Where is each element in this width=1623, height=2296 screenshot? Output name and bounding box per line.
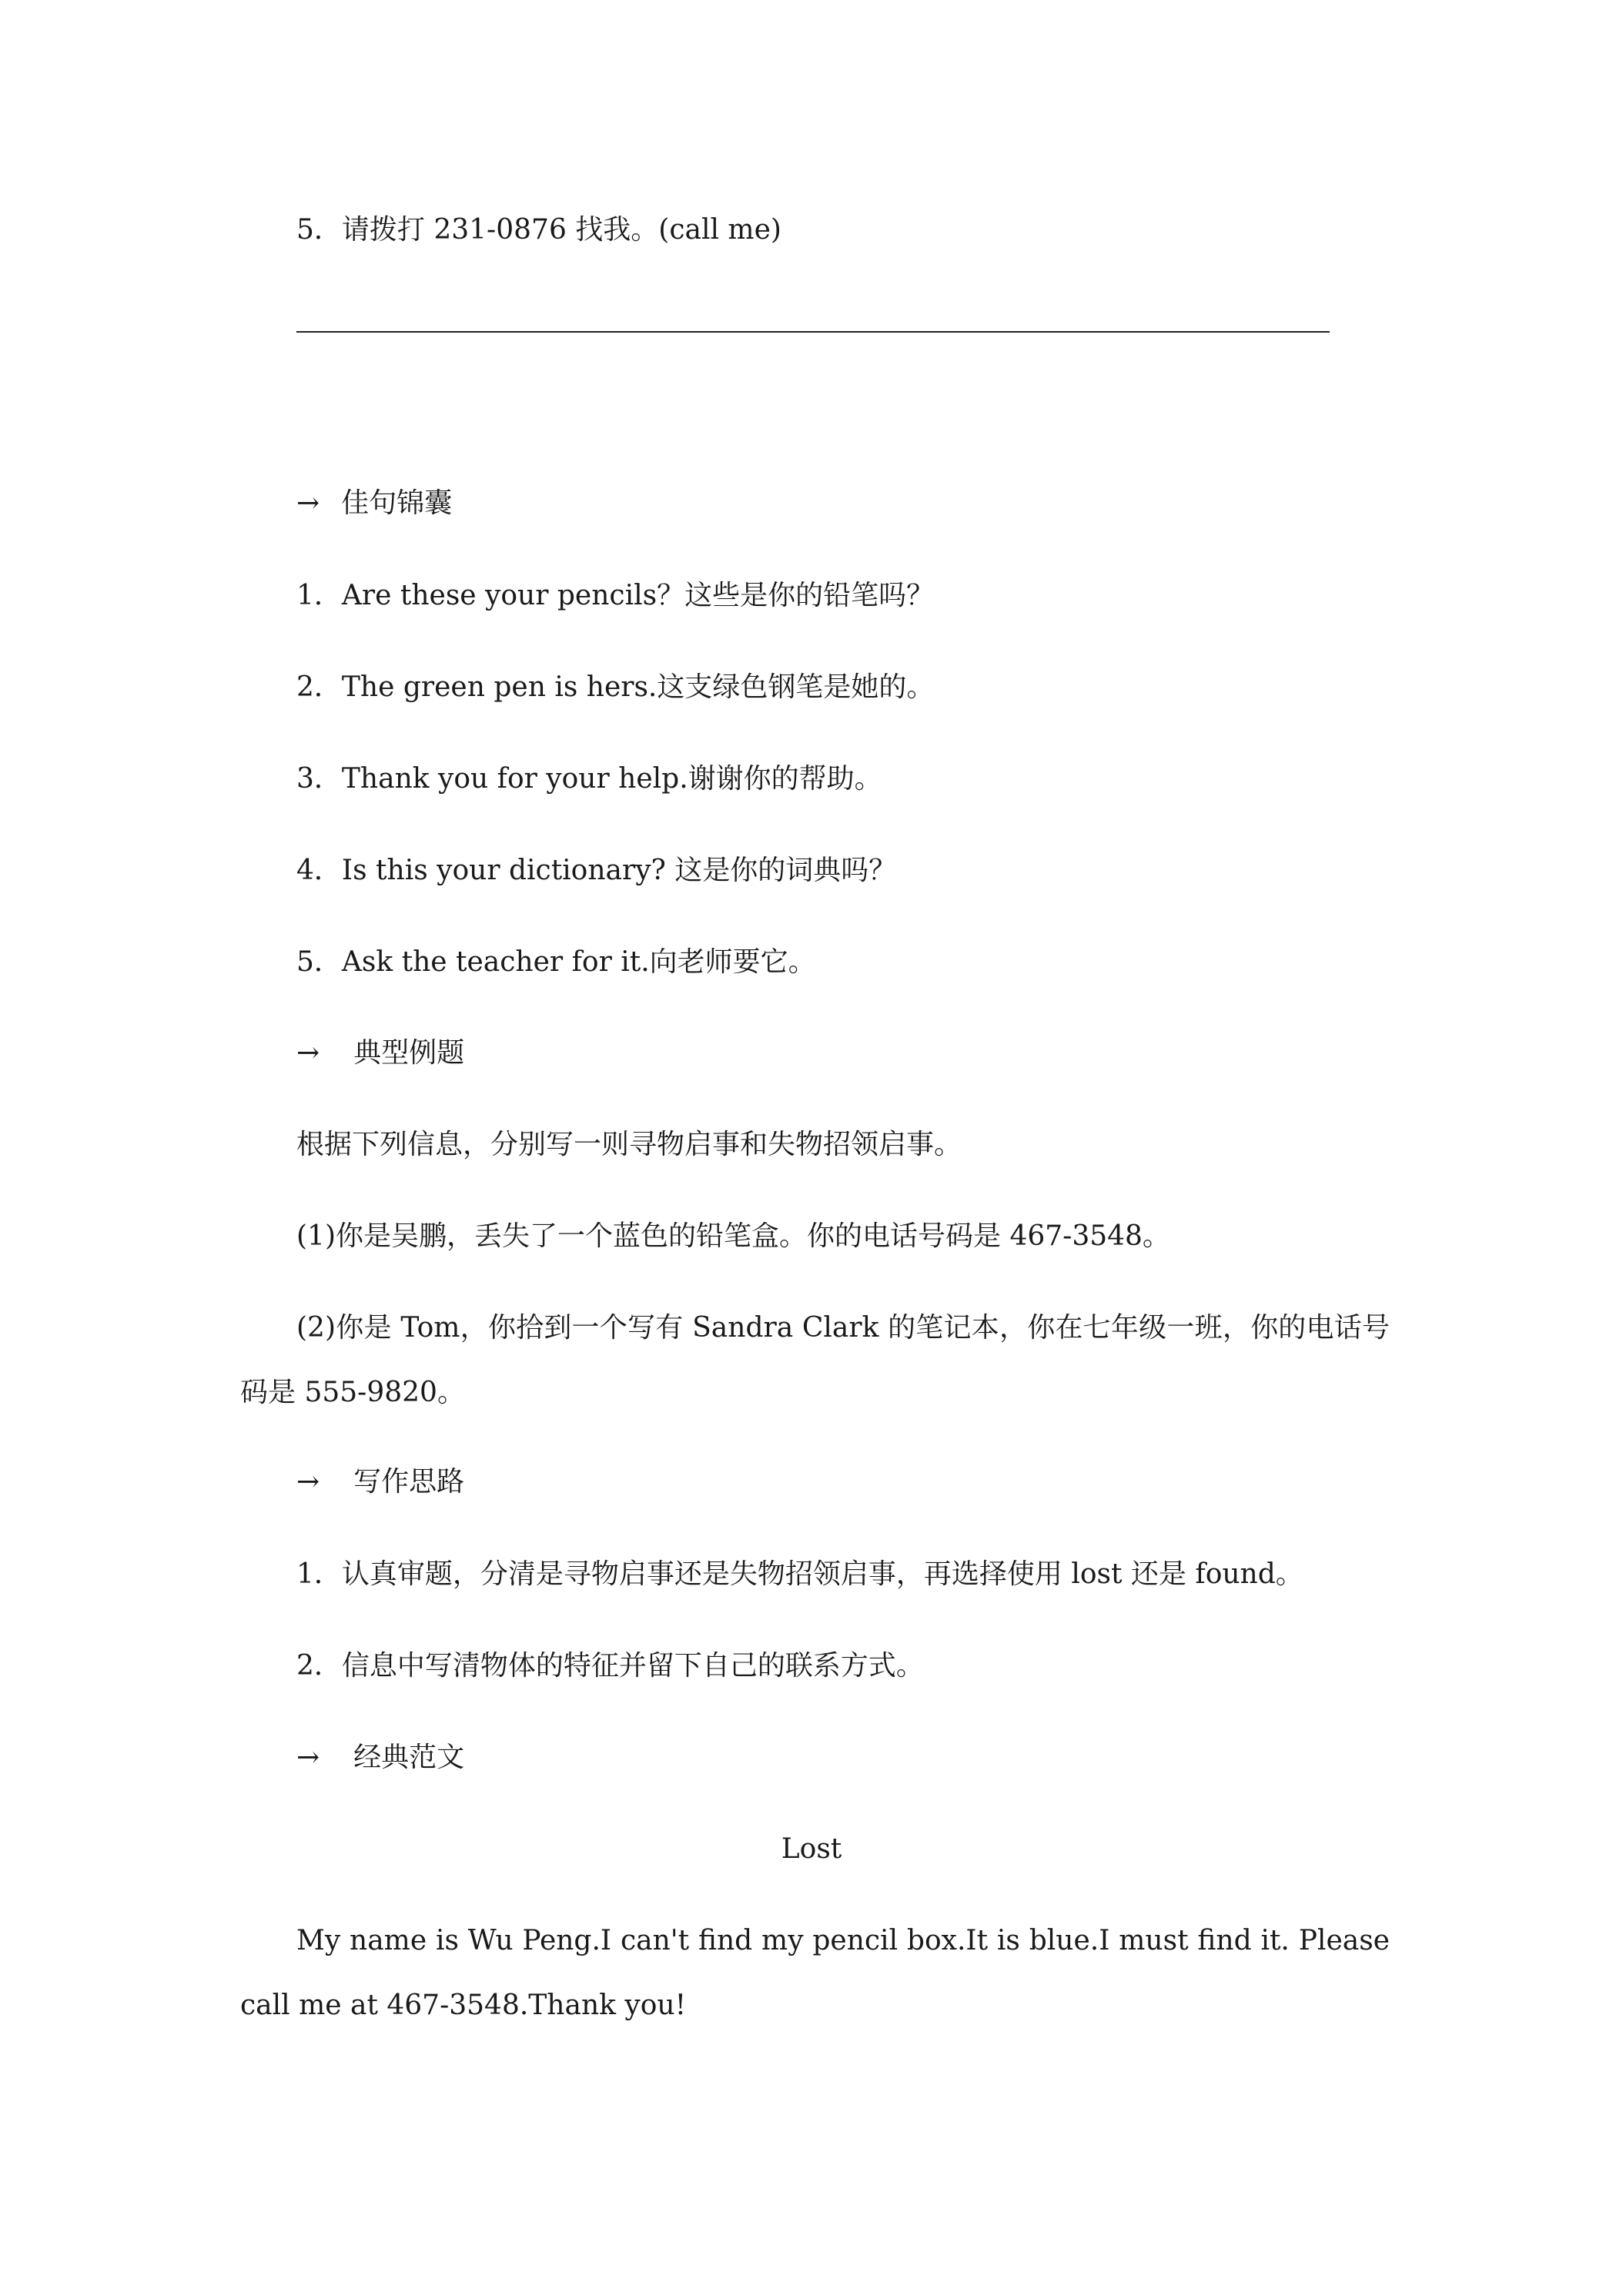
section-heading-ideas: [296, 1465, 464, 1499]
exercise-item-5: 5．请拨打 231-0876 找我。(call me): [296, 214, 781, 246]
phrase-item-3: 3．Thank you for your help.谢谢你的帮助。: [296, 763, 882, 795]
heading-text: 写作思路: [353, 1466, 465, 1498]
phrase-item-2: 2．The green pen is hers.这支绿色钢笔是她的。: [296, 671, 935, 703]
section-heading-example: [296, 1036, 464, 1070]
model-essay-title: Lost: [781, 1833, 842, 1865]
example-item-2: (2)你是 Tom，你拾到一个写有 Sandra Clark 的笔记本，你在七年级一班，你的电话号码是 555-9820。: [240, 1312, 1390, 1408]
heading-text: 佳句锦囊: [341, 487, 453, 519]
heading-text: 典型例题: [353, 1037, 465, 1069]
arrow-icon: →: [296, 487, 320, 519]
heading-text: 经典范文: [353, 1742, 465, 1773]
example-intro: 根据下列信息，分别写一则寻物启事和失物招领启事。: [296, 1129, 962, 1160]
idea-item-2: 2．信息中写清物体的特征并留下自己的联系方式。: [296, 1650, 924, 1682]
arrow-icon: →: [296, 1037, 320, 1069]
model-essay-body: My name is Wu Peng.I can't find my pencil box.It is blue.I must find it. Please call me at 467-3548.Thank you!: [240, 1925, 1390, 2021]
idea-item-1: 1．认真审题，分清是寻物启事还是失物招领启事，再选择使用 lost 还是 found。: [296, 1558, 1303, 1590]
arrow-icon: →: [296, 1742, 320, 1773]
example-item-1: (1)你是吴鹏，丢失了一个蓝色的铅笔盒。你的电话号码是 467-3548。: [296, 1220, 1170, 1252]
phrase-item-1: 1．Are these your pencils？这些是你的铅笔吗？: [296, 580, 935, 611]
answer-line: [296, 331, 1330, 333]
section-heading-model: [296, 1741, 464, 1775]
phrase-item-4: 4．Is this your dictionary? 这是你的词典吗？: [296, 855, 897, 886]
arrow-icon: →: [296, 1466, 320, 1498]
section-heading-phrases: [296, 487, 452, 520]
phrase-item-5: 5．Ask the teacher for it.向老师要它。: [296, 946, 816, 978]
